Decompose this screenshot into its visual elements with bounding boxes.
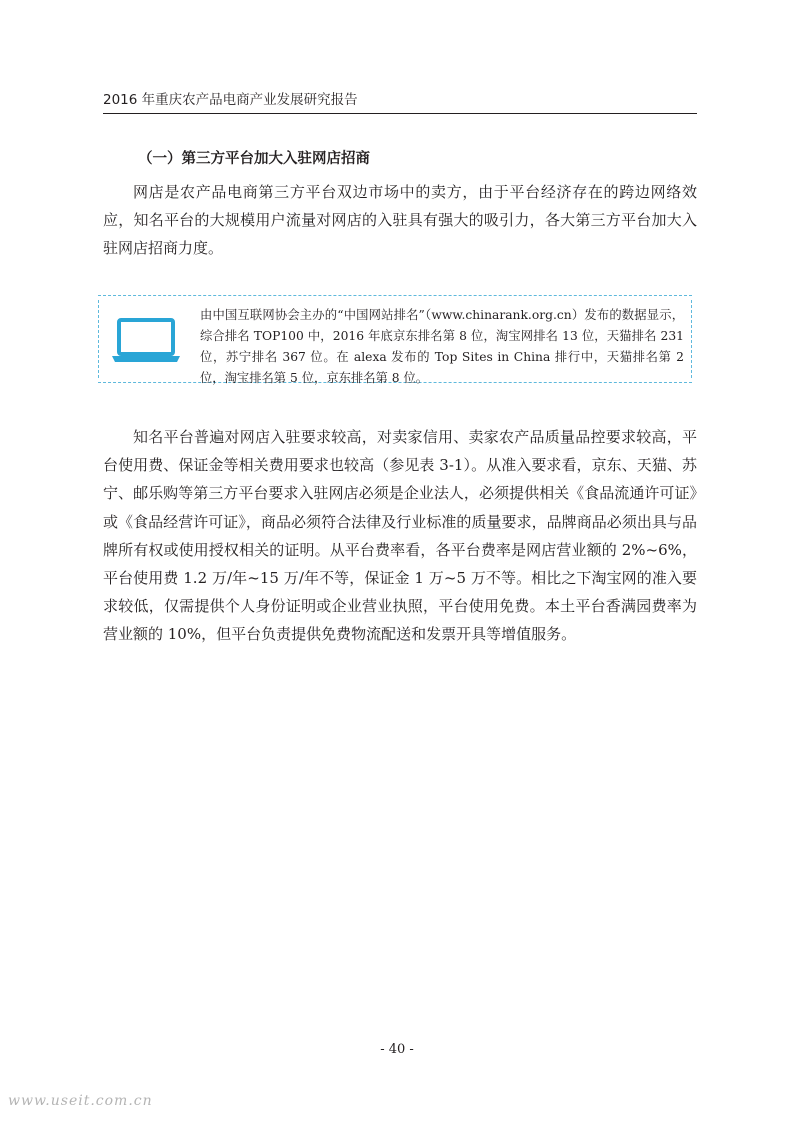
body-paragraph: 网店是农产品电商第三方平台双边市场中的卖方，由于平台经济存在的跨边网络效应，知名平台的大规模用户流量对网店的入驻具有强大的吸引力，各大第三方平台加大入驻网店招商力度。 xyxy=(103,183,697,258)
body-paragraph: 知名平台普遍对网店入驻要求较高，对卖家信用、卖家农产品质量品控要求较高，平台使用费、保证金等相关费用要求也较高（参见表 3-1）。从准入要求看，京东、天猫、苏宁、邮乐购等第三方平台要求入驻网店必须是企业法人，必须提供相关《食品流通许可证》或《食品经营许可证》，商品必须符合法律及行业标准的质量要求，品牌商品必须出具与品牌所有权或使用授权相关的证明。从平台费率看，各平台费率是网店营业额的 2%~6%，平台使用费 1.2 万/年~15 万/年不等，保证金 1 万~5 万不等。相比之下淘宝网的准入要求较低，仅需提供个人身份证明或企业营业执照，平台使用免费。本土平台香满园费率为营业额的 10%，但平台负责提供免费物流配送和发票开具等增值服务。 xyxy=(103,428,697,644)
laptop-icon xyxy=(110,318,182,364)
note-box xyxy=(98,295,692,383)
section-heading: （一）第三方平台加大入驻网店招商 xyxy=(138,151,370,167)
note-text: 由中国互联网协会主办的“中国网站排名”（www.chinarank.org.cn）发布的数据显示，综合排名 TOP100 中，2016 年底京东排名第 8 位，淘宝网排名 13 位，天猫排名 231 位，苏宁排名 367 位。在 alexa 发布的 Top Sites in China 排行中，天猫排名第 2 位，淘宝排名第 5 位，京东排名第 8 位。 xyxy=(200,308,684,385)
header-rule xyxy=(103,113,697,114)
page-number: - 40 - xyxy=(380,1042,414,1057)
watermark: www.useit.com.cn xyxy=(8,1093,153,1109)
running-header: 2016 年重庆农产品电商产业发展研究报告 xyxy=(103,92,358,108)
